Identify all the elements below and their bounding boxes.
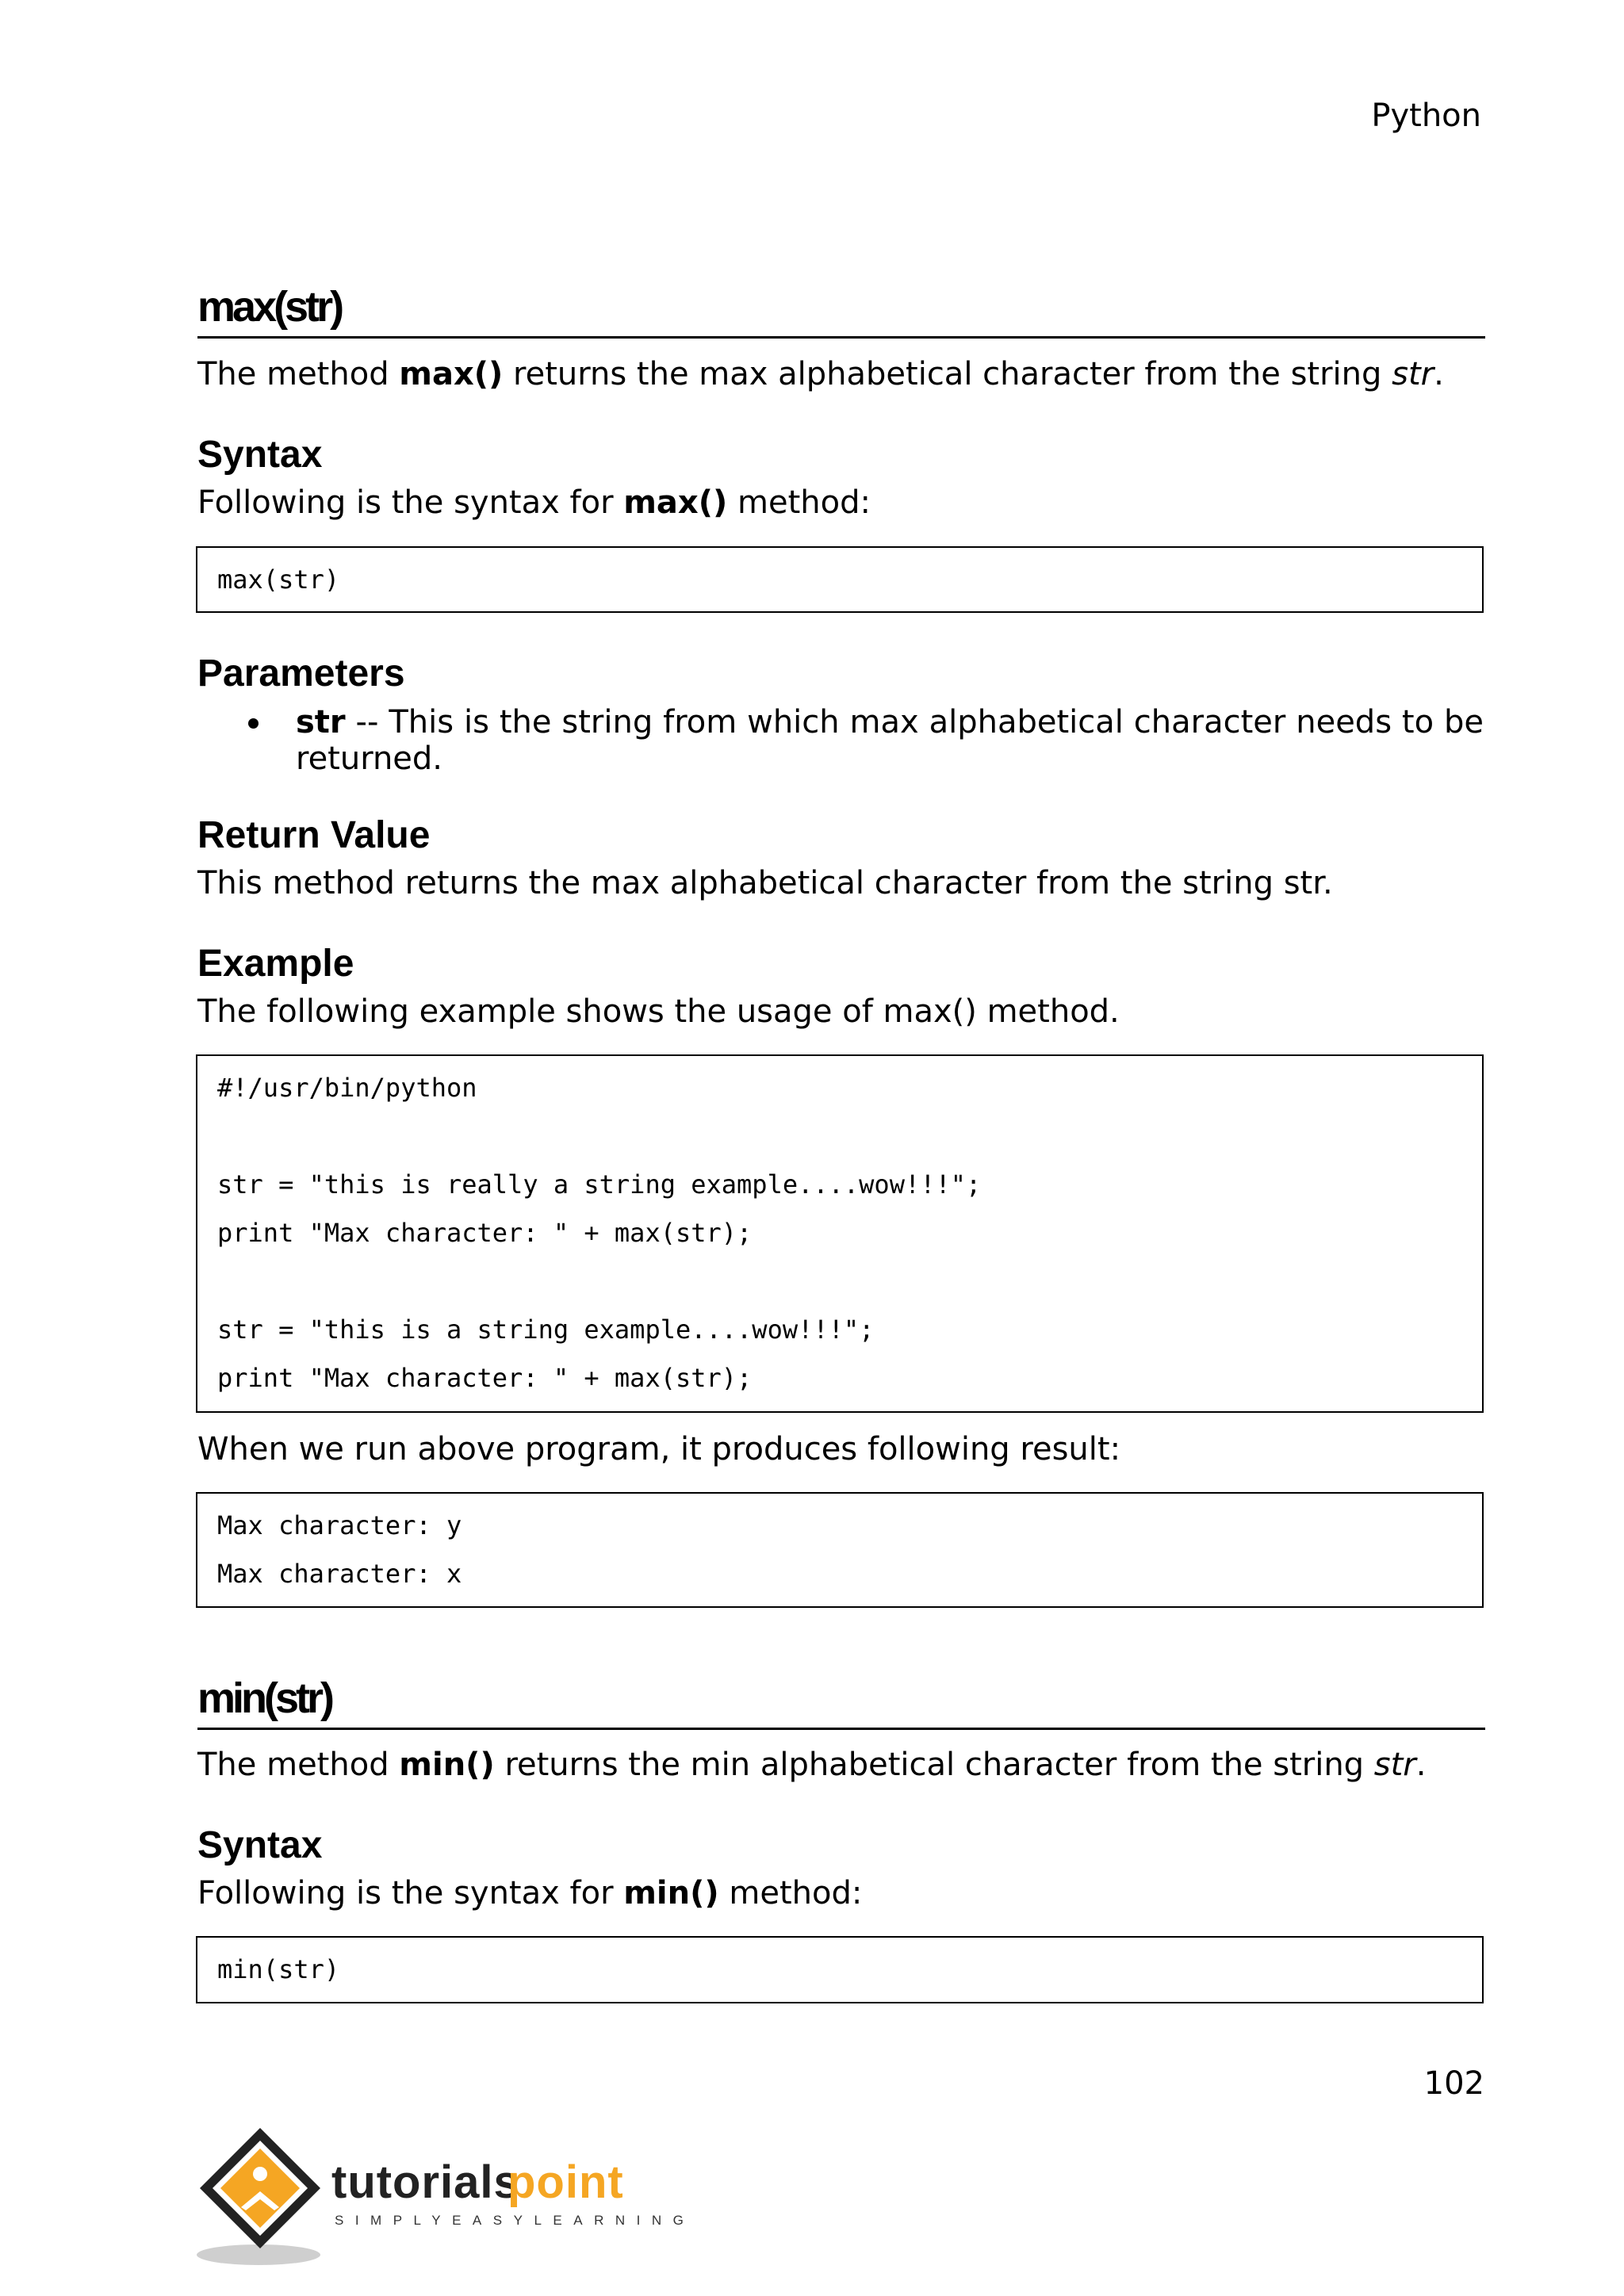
page-number: 102 xyxy=(1423,2065,1484,2102)
code-line: str = "this is really a string example....wow!!!"; xyxy=(217,1169,982,1200)
section-title-min: min(str) xyxy=(197,1670,1485,1730)
parameter-list-item xyxy=(245,704,1484,777)
code-line xyxy=(217,1264,1482,1312)
code-line: Max character: y xyxy=(217,1510,462,1540)
logo-figure-head xyxy=(253,2167,267,2181)
max-result-text: When we run above program, it produces following result: xyxy=(197,1431,1121,1468)
max-return-heading: Return Value xyxy=(197,814,431,856)
intro-text: . xyxy=(1434,356,1444,392)
parameter-description-cont: returned. xyxy=(296,740,443,777)
tutorialspoint-logo xyxy=(195,2122,687,2275)
logo-text-main: tutorials xyxy=(331,2156,520,2208)
syntax-text: Following is the syntax for xyxy=(197,484,624,521)
param-name: str xyxy=(1392,356,1434,392)
method-name: max() xyxy=(623,484,728,521)
bullet-icon xyxy=(248,718,259,729)
max-syntax-text xyxy=(197,482,1482,523)
max-example-heading: Example xyxy=(197,943,354,985)
parameter-description xyxy=(296,704,1484,740)
code-line: Max character: x xyxy=(217,1559,462,1589)
max-return-text: This method returns the max alphabetical character from the string str. xyxy=(197,865,1333,901)
min-syntax-text xyxy=(197,1873,1482,1914)
intro-text: . xyxy=(1415,1747,1427,1783)
intro-text: The method xyxy=(197,356,400,392)
method-name: min() xyxy=(399,1747,495,1783)
logo-text-accent: point xyxy=(508,2156,624,2208)
section-title-max: max(str) xyxy=(197,279,1485,339)
logo-shadow xyxy=(197,2244,320,2265)
max-example-text: The following example shows the usage of max() method. xyxy=(197,993,1120,1030)
max-example-code-box xyxy=(196,1054,1484,1413)
running-header: Python xyxy=(1371,98,1481,134)
code-line xyxy=(217,1119,1482,1167)
parameter-name: str xyxy=(296,704,346,740)
max-result-code-box xyxy=(196,1492,1484,1608)
code-line: print "Max character: " + max(str); xyxy=(217,1218,753,1248)
method-name: min() xyxy=(623,1875,719,1911)
logo-graphic xyxy=(195,2122,687,2272)
syntax-text: method: xyxy=(718,1875,863,1911)
method-name: max() xyxy=(399,356,504,392)
parameter-desc: -- This is the string from which max alphabetical character needs to be xyxy=(345,704,1484,740)
min-syntax-code-box xyxy=(196,1936,1484,2003)
intro-text: returns the min alphabetical character from the string xyxy=(494,1747,1374,1783)
min-intro xyxy=(197,1744,1482,1785)
logo-tagline: SIMPLYEASYLEARNING xyxy=(335,2213,687,2228)
code-line: str = "this is a string example....wow!!!"; xyxy=(217,1314,875,1345)
intro-text: returns the max alphabetical character from the string xyxy=(503,356,1392,392)
max-parameters-heading: Parameters xyxy=(197,652,405,695)
code-line: min(str) xyxy=(217,1954,340,1984)
syntax-text: method: xyxy=(727,484,871,521)
syntax-text: Following is the syntax for xyxy=(197,1875,624,1911)
max-syntax-code-box xyxy=(196,546,1484,613)
code-line: max(str) xyxy=(217,564,340,595)
code-line: #!/usr/bin/python xyxy=(217,1073,477,1103)
min-syntax-heading: Syntax xyxy=(197,1824,323,1866)
param-name: str xyxy=(1373,1747,1416,1783)
max-intro xyxy=(197,354,1482,395)
intro-text: The method xyxy=(197,1747,400,1783)
code-line: print "Max character: " + max(str); xyxy=(217,1363,753,1393)
max-syntax-heading: Syntax xyxy=(197,434,323,476)
